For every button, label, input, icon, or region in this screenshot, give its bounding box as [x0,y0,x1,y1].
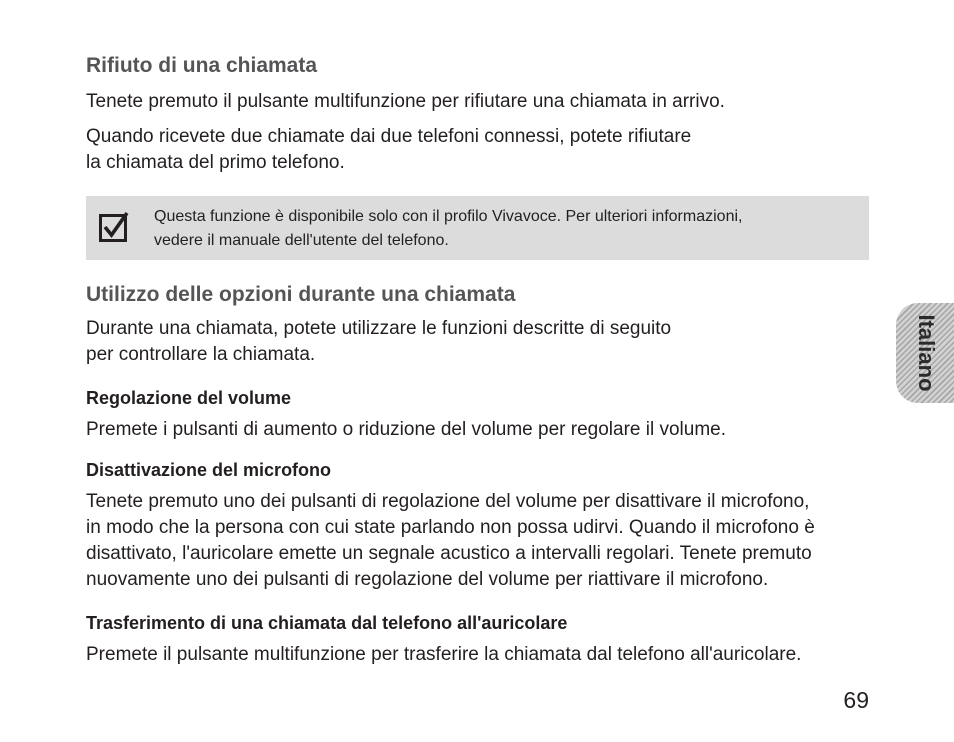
paragraph-volume [86,417,726,443]
subsection-title-transfer: Trasferimento di una chiamata dal telefono all'auricolare [86,613,568,633]
paragraph-reject-call: Tenete premuto il pulsante multifunzione per rifiutare una chiamata in arrivo. [86,91,725,112]
note-box [86,196,869,260]
text-line: Premete il pulsante multifunzione per trasferire la chiamata dal telefono all'auricolare. [86,644,802,665]
text-line: disattivato, l'auricolare emette un segnale acustico a intervalli regolari. Tenete premuto [86,543,812,564]
note-line: vedere il manuale dell'utente del telefono. [154,232,449,249]
language-tab-label: Italiano [914,314,939,392]
subsection-title-mute: Disattivazione del microfono [86,460,332,480]
text-line: per controllare la chiamata. [86,344,316,365]
subsection-title-volume: Regolazione del volume [86,388,292,408]
text-line: la chiamata del primo telefono. [86,152,345,173]
text-line: Durante una chiamata, potete utilizzare le funzioni descritte di seguito [86,318,672,339]
paragraph-two-calls [86,124,691,176]
text-line: Premete i pulsanti di aumento o riduzione del volume per regolare il volume. [86,419,727,440]
paragraph-call-options-intro [86,316,671,368]
section-title-call-options: Utilizzo delle opzioni durante una chiamata [86,283,516,306]
text-line: in modo che la persona con cui state parlando non possa udirvi. Quando il microfono è [86,517,815,538]
paragraph-mute [86,489,815,593]
text-line: nuovamente uno dei pulsanti di regolazione del volume per riattivare il microfono. [86,569,769,590]
text-line: Quando ricevete due chiamate dai due telefoni connessi, potete rifiutare [86,126,692,147]
note-text [154,205,742,253]
section-title-call-rejection: Rifiuto di una chiamata [86,54,318,77]
language-tab [896,303,954,403]
page-number: 69 [843,687,869,713]
note-line: Questa funzione è disponibile solo con il profilo Vivavoce. Per ulteriori informazioni, [154,208,743,225]
checkbox-check-icon [99,212,129,242]
text-line: Tenete premuto uno dei pulsanti di regolazione del volume per disattivare il microfono, [86,491,810,512]
paragraph-transfer [86,642,801,668]
